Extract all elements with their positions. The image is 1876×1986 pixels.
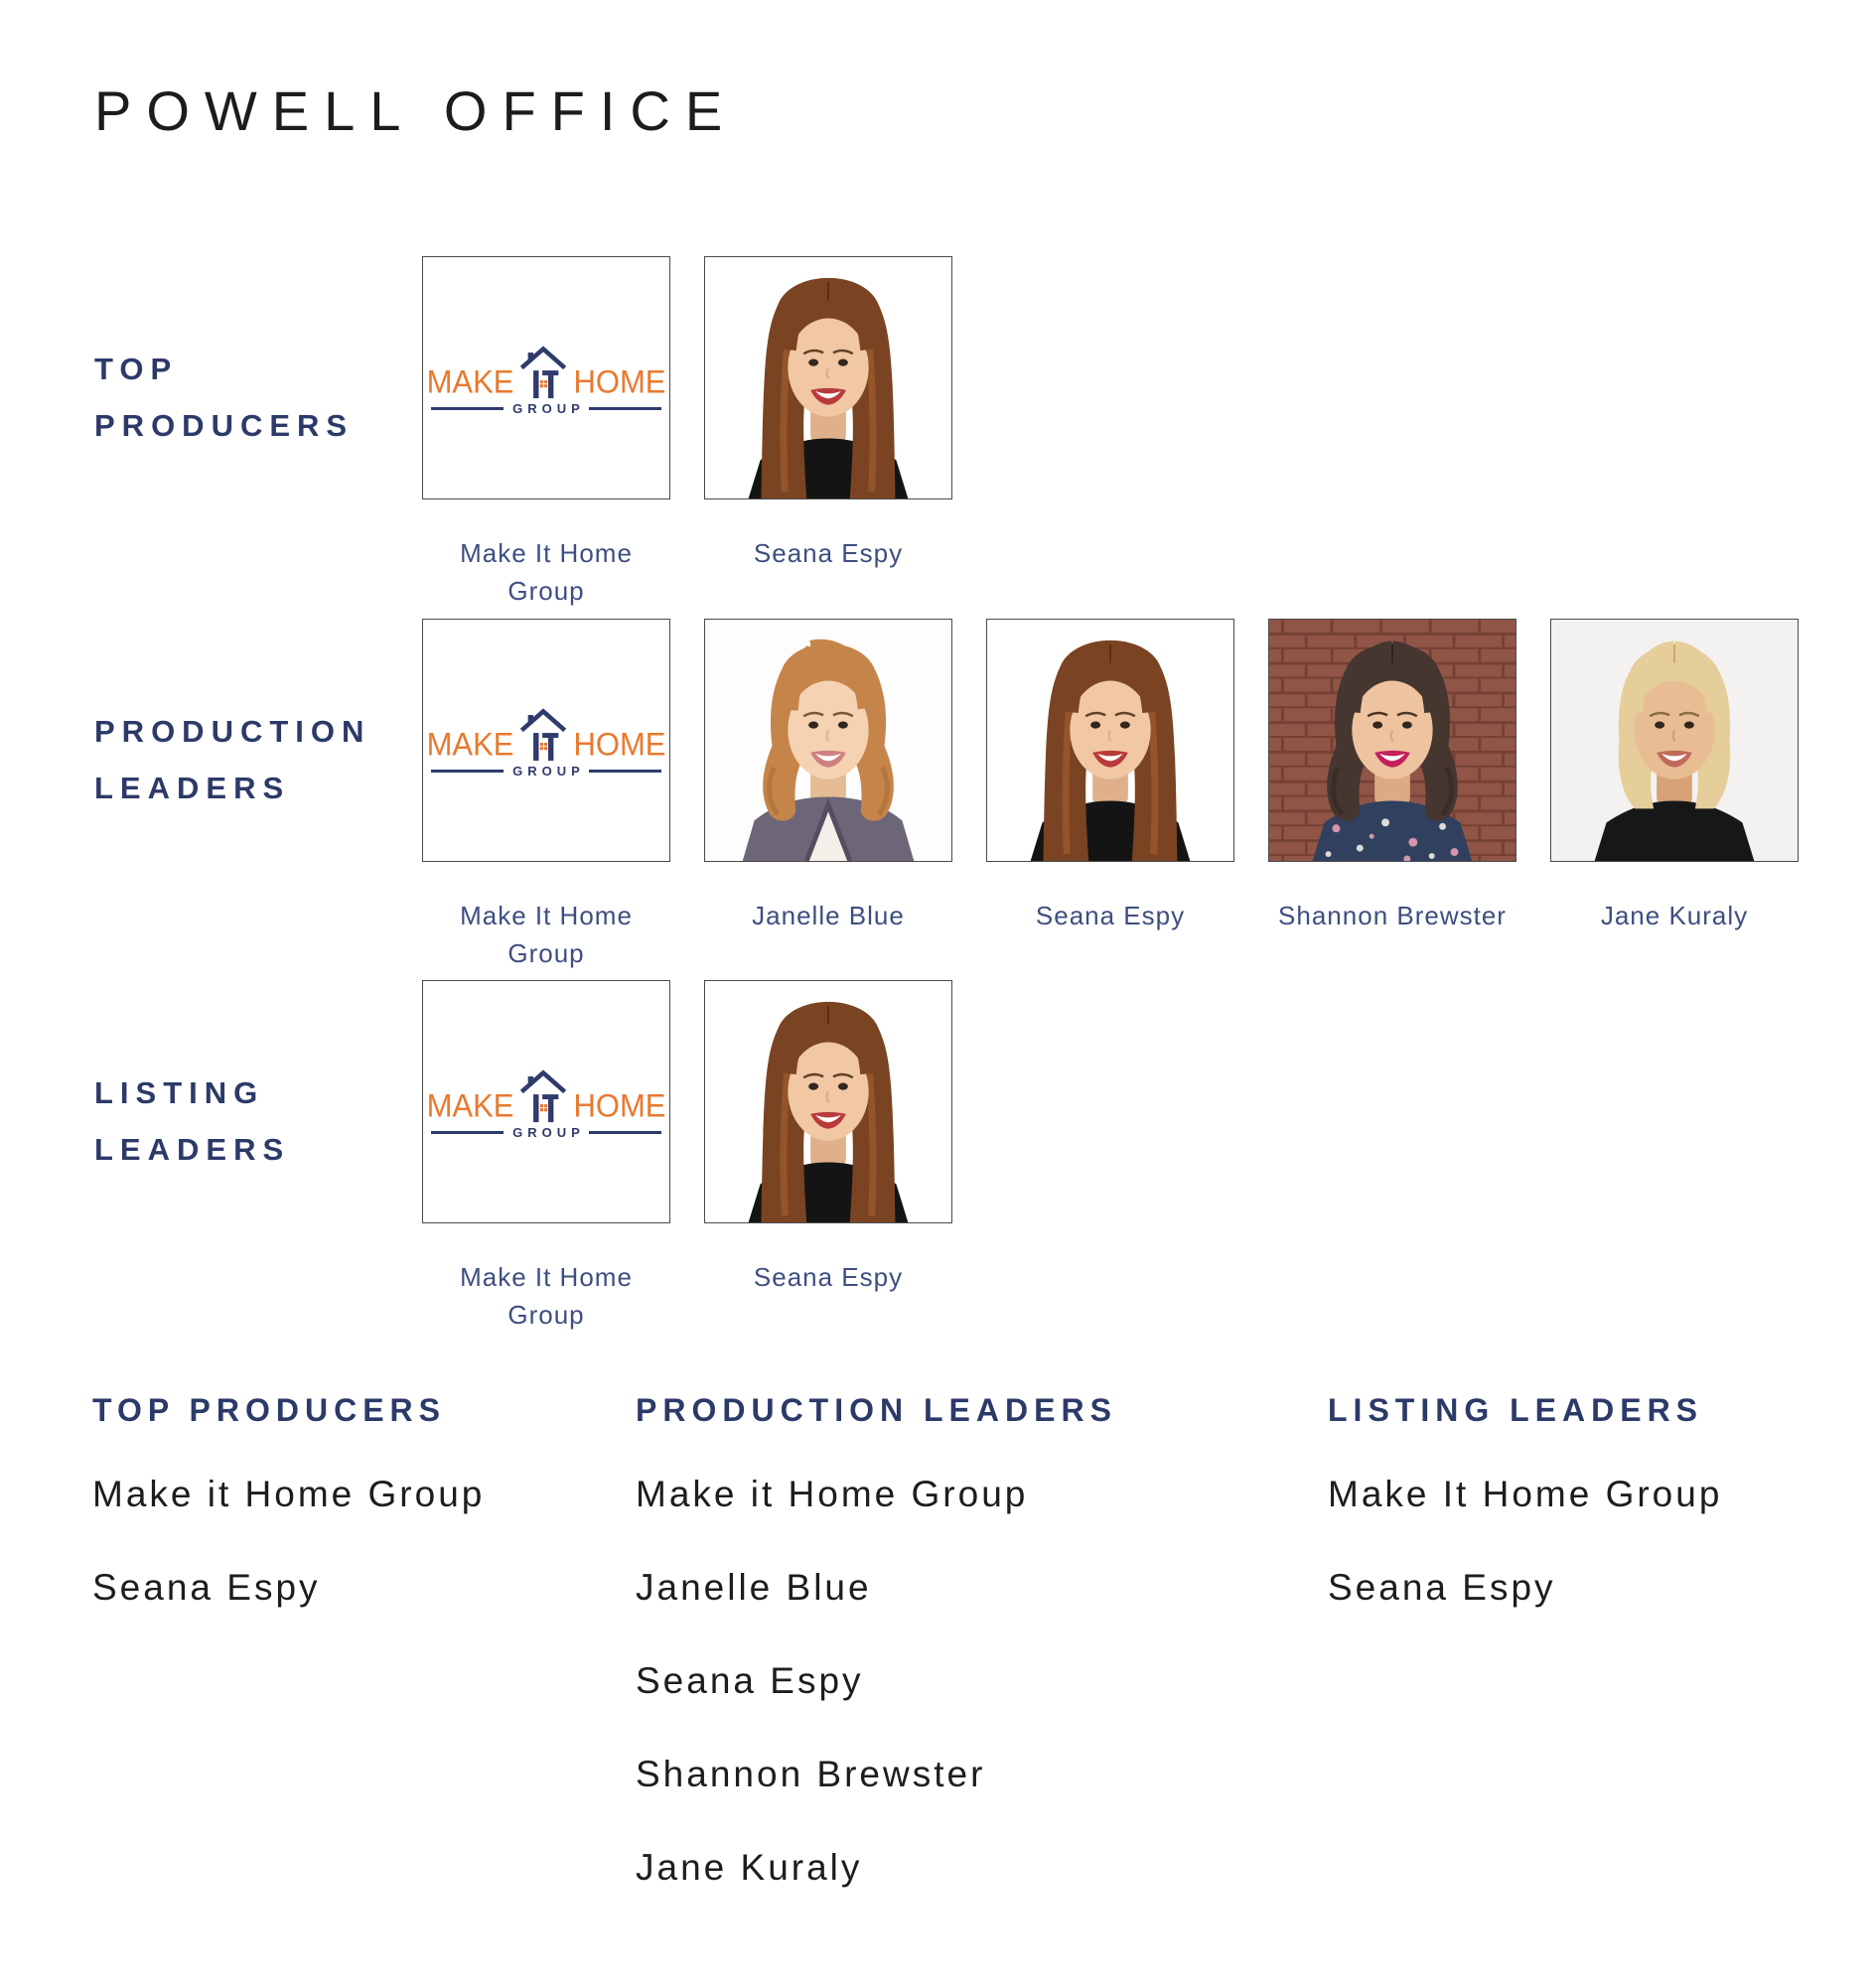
summary-item: Seana Espy <box>92 1567 321 1608</box>
tile-caption-make-it-home-group <box>422 534 670 610</box>
summary-header: TOP PRODUCERS <box>92 1392 446 1428</box>
tile-caption-make-it-home-group <box>422 1258 670 1334</box>
logo-house-it-icon <box>515 341 571 402</box>
tile-caption-line: Make It Home <box>460 1262 633 1292</box>
tile-caption-line: Make It Home <box>460 538 633 568</box>
summary-column-listing-leaders <box>1328 1394 1722 1662</box>
tile-logo-make-it-home-group <box>422 256 670 499</box>
tile-photo-seana <box>986 619 1234 862</box>
logo-text-make: MAKE <box>426 726 514 764</box>
tile-caption-janelle-blue <box>704 897 952 934</box>
logo-rule <box>589 407 661 410</box>
logo-rule <box>589 770 661 773</box>
tile-caption-seana-espy <box>704 534 952 572</box>
summary-item: Make it Home Group <box>636 1474 1029 1514</box>
summary-column-production-leaders <box>636 1394 1117 1942</box>
tile-caption-shannon-brewster <box>1268 897 1516 934</box>
tile-photo-jane <box>1550 619 1799 862</box>
section-label-line: TOP <box>94 352 179 386</box>
section-label-listing-leaders <box>94 1064 290 1178</box>
portrait-photo <box>705 620 951 861</box>
tile-photo-seana <box>704 256 952 499</box>
tile-caption-line: Seana Espy <box>753 1262 904 1292</box>
section-label-production-leaders <box>94 703 370 816</box>
summary-header: LISTING LEADERS <box>1328 1392 1704 1428</box>
make-it-home-group-logo <box>426 703 666 779</box>
summary-item: Seana Espy <box>636 1660 864 1701</box>
section-label-line: LEADERS <box>94 1132 291 1167</box>
page-title: POWELL OFFICE <box>94 79 738 142</box>
summary-item: Shannon Brewster <box>636 1754 986 1794</box>
logo-text-group: GROUP <box>512 1125 585 1140</box>
logo-text-home: HOME <box>573 363 666 401</box>
summary-item: Make it Home Group <box>92 1474 486 1514</box>
section-label-line: LEADERS <box>94 771 291 805</box>
tile-caption-seana-espy <box>704 1258 952 1296</box>
tile-caption-line: Make It Home <box>460 901 633 930</box>
summary-item: Janelle Blue <box>636 1567 872 1608</box>
tile-caption-seana-espy <box>986 897 1234 934</box>
tile-caption-line: Jane Kuraly <box>1600 901 1749 930</box>
summary-header: PRODUCTION LEADERS <box>636 1392 1117 1428</box>
summary-item: Jane Kuraly <box>636 1847 863 1888</box>
logo-text-make: MAKE <box>426 1087 514 1125</box>
portrait-photo <box>987 620 1233 861</box>
make-it-home-group-logo <box>426 341 666 416</box>
logo-text-home: HOME <box>573 726 666 764</box>
logo-text-home: HOME <box>573 1087 666 1125</box>
logo-rule <box>431 770 504 773</box>
make-it-home-group-logo <box>426 1064 666 1140</box>
tile-photo-janelle <box>704 619 952 862</box>
summary-item: Make It Home Group <box>1328 1474 1723 1514</box>
section-label-line: LISTING <box>94 1075 265 1110</box>
section-label-line: PRODUCTION <box>94 714 371 749</box>
logo-text-group: GROUP <box>512 401 585 416</box>
summary-column-top-producers <box>92 1394 485 1662</box>
tile-caption-make-it-home-group <box>422 897 670 972</box>
portrait-photo <box>1551 620 1798 861</box>
portrait-photo <box>1269 620 1515 861</box>
tile-caption-line: Seana Espy <box>1035 901 1186 930</box>
tile-caption-line: Seana Espy <box>753 538 904 568</box>
tile-photo-seana <box>704 980 952 1223</box>
tile-caption-line: Janelle Blue <box>752 901 905 930</box>
logo-rule <box>431 1131 504 1134</box>
tile-caption-line: Group <box>507 1300 585 1330</box>
tile-caption-line: Group <box>507 576 585 606</box>
tile-caption-jane-kuraly <box>1550 897 1799 934</box>
logo-rule <box>589 1131 661 1134</box>
summary-item: Seana Espy <box>1328 1567 1556 1608</box>
logo-text-group: GROUP <box>512 764 585 779</box>
tile-caption-line: Shannon Brewster <box>1278 901 1507 930</box>
tile-logo-make-it-home-group <box>422 980 670 1223</box>
tile-photo-shannon <box>1268 619 1516 862</box>
logo-house-it-icon <box>515 703 571 765</box>
portrait-photo <box>705 257 951 498</box>
logo-text-make: MAKE <box>426 363 514 401</box>
logo-house-it-icon <box>515 1064 571 1126</box>
tile-logo-make-it-home-group <box>422 619 670 862</box>
section-label-top-producers <box>94 341 354 454</box>
tile-caption-line: Group <box>507 938 585 968</box>
logo-rule <box>431 407 504 410</box>
section-label-line: PRODUCERS <box>94 408 355 443</box>
portrait-photo <box>705 981 951 1222</box>
